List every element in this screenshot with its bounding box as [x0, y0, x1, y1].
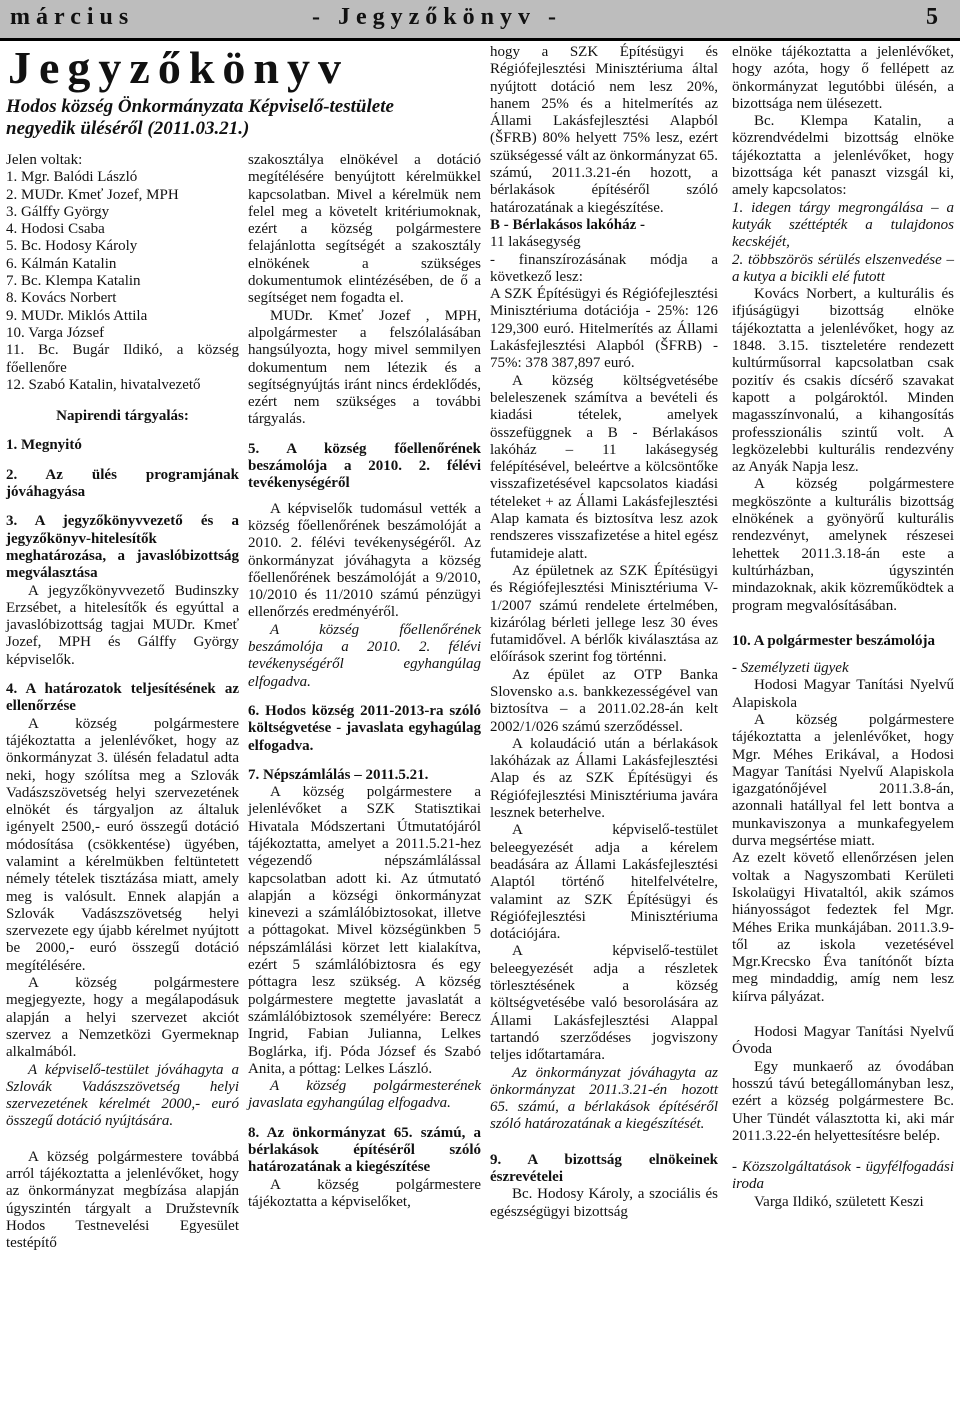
section-label: - Közszolgáltatások - ügyfélfogadási iroda: [732, 1159, 954, 1193]
list-item: 1. idegen tárgy megrongálása – a kutyák széttépték a tulajdonos kecskéjét,: [732, 199, 954, 251]
section-label: - Személyzeti ügyek: [732, 660, 849, 677]
subtitle-line-1: Hodos község Önkormányzata Képviselő-testülete: [6, 96, 394, 117]
paragraph: Az ezelt követő ellenőrzésen jelen voltak a Nagyszombati Kerületi Iskolaügyi Hivataltól, akik számos hiányosságot fedeztek fel Mgr. Méhes Erika munkájában. 2011.3.9-től az iskola vezetésével Mgr.Krecsko Éva tanítónőt bízta meg mindaddig, amíg nem lesz kiírva pályázat.: [732, 850, 954, 1005]
attendee: 6. Kálmán Katalin: [6, 255, 117, 272]
paragraph: - finanszírozásának módja a következő lesz:: [490, 251, 718, 285]
attendee: 5. Bc. Hodosy Károly: [6, 238, 138, 255]
paragraph: A község polgármestere továbbá arról tájékoztatta a jelenlévőket, hogy az önkormányzat megbízása alapján úgyszintén tárgyalt a Družstevník Hodos Testnevelési Egyesület testépítő: [6, 1148, 239, 1252]
column-3: [490, 44, 718, 1221]
masthead: [0, 42, 480, 140]
agenda-item-8: 8. Az önkormányzat 65. számú, a bérlakások építéséről szóló határozatának a kiegészítése: [248, 1124, 481, 1176]
paragraph: Kovács Norbert, a kulturális és ifjúságügyi bizottság elnöke tájékoztatta a jelenlévőket, hogy az 1848. 3.15. tiszteletére rendezett kultúrműsorral kapcsolatban csak pozitív és csakis dícsérő szavakat kapott a polgároktól. Minden magasszínvonalú, a kihangosítás professzionális szintű volt. A legközelebbi kulturális rendezvény az Anyák Napja lesz.: [732, 286, 954, 476]
attendee: 7. Bc. Klempa Katalin: [6, 273, 141, 290]
present-label: Jelen voltak:: [6, 152, 83, 168]
subtitle-line-2: negyedik üléséről (2011.03.21.): [6, 118, 250, 139]
institution-name: Hodosi Magyar Tanítási Nyelvű Alapiskola: [732, 677, 954, 711]
attendee: 3. Gálffy György: [6, 203, 110, 220]
paragraph: A község polgármestere tájékoztatta a képviselőket,: [248, 1176, 481, 1210]
attendee: 11. Bc. Bugár Ildikó, a község főellenőre: [6, 342, 239, 376]
paragraph: A község polgármestere megjegyezte, hogy a megálapodásuk alapján a helyi szervezet akciót szervez a Nemzetközi Gyermeknap alkalmából.: [6, 975, 239, 1061]
paragraph: A jegyzőkönyvvezető Budinszky Erzsébet, a hitelesítők és egyúttal a javaslóbizottság tagjai MUDr. Kmeť Jozef, MPH és Gálffy György képviselők.: [6, 582, 239, 668]
header-section-title: - Jegyzőkönyv -: [312, 4, 562, 30]
agenda-item-2: 2. Az ülés programjának jóváhagyása: [6, 466, 239, 501]
agenda-item-5: 5. A község főellenőrének beszámolója a 2010. 2. félévi tevékenységéről: [248, 440, 481, 492]
agenda-item-6: 6. Hodos község 2011-2013-ra szóló költségvetése - javaslata egyhagúlag elfogadva.: [248, 702, 481, 754]
agenda-item-3: 3. A jegyzőkönyvvezető és a jegyzőkönyv-hitelesítők meghatározása, a javaslóbizottság megválasztása: [6, 513, 239, 582]
paragraph: elnöke tájékoztatta a jelenlévőket, hogy azóta, hogy ő fellépett az önkormányzat legutóbbi ülésén, a bizottsága nem ülésezett.: [732, 44, 954, 112]
paragraph: Egy munkaerő az óvodában hosszú távú betegállományban lesz, ezért a község polgármestere Bc. Uher Tündét választotta ki, aki már 2011.3.22-én helyettesítésre belép.: [732, 1058, 954, 1144]
attendee: 2. MUDr. Kmeť Jozef, MPH: [6, 186, 179, 203]
paragraph: A képviselő-testület beleegyezését adja a kérelem beadására az Állami Lakásfejlesztési Alaptól történő hitelfelvételre, valamint az SZK Építésügyi és Régiófejlesztési Minisztériuma dotációjára.: [490, 822, 718, 943]
spacer: [6, 1131, 239, 1149]
paragraph: Bc. Klempa Katalin, a közrendvédelmi bizottság elnöke tájékoztatta a jelenlévőket, hogy bizottsága két panaszt vizsgál ki, amely kapcsolatos:: [732, 113, 954, 199]
paragraph: A község költségvetésébe beleleszenek számítva a bevételi és kiadási tételek, amelyek összefüggnek a B - Bérlakásos lakóház – 11 lakásegység felépítésével, beleértve a kölcsöntőke visszafizetésével kapcsolatos kiadási tételeket + az Állami Lakásfejlesztési Alap kamata és biztosítva lesz azok rendszeres visszafizetése a hitel egész futamideje alatt.: [490, 372, 718, 562]
subtitle: [0, 96, 480, 140]
agenda-item-4: 4. A határozatok teljesítésének az ellenőrzése: [6, 681, 239, 715]
column-2: [248, 152, 481, 1211]
paragraph: A SZK Építésügyi és Régiófejlesztési Minisztériuma dotációja - 25%: 126 129,300 euró. Hitelmerítés az Állami Lakásfejlesztési Alapból (ŠFRB) - 75%: 378 387,897 euró.: [490, 286, 718, 372]
attendee: 1. Mgr. Balódi László: [6, 169, 138, 186]
paragraph: Bc. Hodosy Károly, a szociális és egészségügyi bizottság: [490, 1186, 718, 1220]
resolution-text: Az önkormányzat jóváhagyta az önkormányzat 2011.3.21-én hozott 65. számú, a bérlakások építéséről szóló határozatának a kiegészítését.: [490, 1064, 718, 1133]
paragraph: A község polgármestere megköszönte a kulturális bizottság elnökének a gyönyörű kulturális rendezvényt, amelynek részesei lehettek 2011.3.18-án este a kultúrházban, úgyszintén mindazoknak, akik közreműködtek a program megvalósításában.: [732, 476, 954, 614]
list-item: 2. többszörös sérülés elszenvedése – a kutya a bicikli elé futott: [732, 251, 954, 285]
paragraph: A képviselők tudomásul vették a község főellenőrének beszámolóját a 2010. 2. félévi tevékenységéről. Az önkormányzat jóváhagyta a község főellenőrének beszámolóját a 9/2010, 10/2010 és 11/2010 számú pénzügyi ellenőrzés eredményéről.: [248, 500, 481, 621]
paragraph: A község polgármestere tájékoztatta a jelenlévőket, hogy az önkormányzat 3. ülésén feladatul adta neki, hogy szólítsa meg a Szlovák Vadászszövetség helyi szervezetének elnökét és tárgyaljon az általuk igényelt 2500,- euró összegű dotáció módosítása (csökkentése) ügyében, valamint a kérelmükben feltüntetett némely tételek tisztázása miatt, amely meg is valósult. Ennek alapján a Szlovák Vadászszövetség helyi szervezete egy újabb kérelmet nyújtott be 2000,- euró összegű dotáció megítélésére.: [6, 715, 239, 974]
attendee: 8. Kovács Norbert: [6, 290, 117, 307]
agenda-item-9: 9. A bizottság elnökeinek észrevételei: [490, 1151, 718, 1185]
resolution-text: A képviselő-testület jóváhagyta a Szlovák Vadászszövetség helyi szervezetének kérelmét 2000,- euró összegű dotáció nyújtására.: [6, 1061, 239, 1130]
paragraph: Varga Ildikó, született Keszi: [754, 1193, 924, 1210]
page-number: 5: [926, 4, 938, 30]
agenda-title: Napirendi tárgyalás:: [56, 408, 189, 425]
paragraph: A képviselő-testület beleegyezését adja a részletek törlesztésének a község költségvetésébe való besorolására az Állami Lakásfejlesztési Alappal tartandó szerződéses jogviszony teljes időtartamára.: [490, 943, 718, 1064]
paragraph: hogy a SZK Építésügyi és Régiófejlesztési Minisztériuma által nyújtott dotáció nem lesz 20%, hanem 25% és a hitelmerítés az Állami Lakásfejlesztési Alapból (ŠFRB) 80% helyett 75% lesz, ezért szükségessé vált az önkormányzat 65. számú, 2011.3.21-én hozott, a bérlakások építéséről szóló határozatának a kiegészítése.: [490, 44, 718, 216]
paragraph: 11 lakásegység: [490, 234, 581, 251]
resolution-text: A község főellenőrének beszámolója a 2010. 2. félévi tevékenységéről egyhangúlag elfogadva.: [248, 621, 481, 690]
attendee: 12. Szabó Katalin, hivatalvezető: [6, 376, 201, 393]
agenda-item-10: 10. A polgármester beszámolója: [732, 632, 936, 649]
page-title: Jegyzőkönyv: [8, 42, 349, 93]
paragraph: szakosztálya elnökével a dotáció megítélésére benyújtott kérelmükkel kapcsolatban. Mivel a kérelmük nem felel meg a követelt kritériumoknak, ezért a község polgármestere felajánlotta segítségét a szakosztály elnökének a szükséges dokumentumok elintézésében, de ő a segítséget nem fogadta el.: [248, 152, 481, 307]
paragraph: A kolaudáció után a bérlakások lakóházak az Állami Lakásfejlesztési Alap és az SZK Építésügyi és Régiófejlesztési Minisztériuma javára lesznek beterhelve.: [490, 735, 718, 822]
subheading: B - Bérlakásos lakóház -: [490, 216, 646, 233]
spacer: [732, 1006, 954, 1024]
paragraph: A község polgármestere a jelenlévőket a SZK Statisztikai Hivatala Módszertani Útmutatójáról tájékoztatta, amelyet a 2011.5.21-hez végezendő népszámlálással kapcsolatban adott ki. Az útmutató alapján a községi önkormányzat kinevezi a számlálóbiztosokat, illetve a póttagokat. Mivel községünkben 5 népszámlálási körzet lett kialakítva, ezért 5 számlálóbiztosra és egy póttagra lesz szükség. A község polgármestere megtette javaslatát a számlálóbiztosok személyére: Berecz Ingrid, Fabian Julianna, Lelkes Boglárka, ifj. Póda József és Szabó Anita, a póttag: Lelkes László.: [248, 784, 481, 1077]
column-1: [6, 152, 239, 1253]
attendee: 10. Varga József: [6, 324, 105, 341]
header-month: március: [10, 4, 135, 30]
column-4: [732, 44, 954, 1211]
paragraph: A község polgármestere tájékoztatta a jelenlévőket, hogy Mgr. Méhes Erikával, a Hodosi Magyar Tanítási Nyelvű Alapiskola igazgatónőjével 2011.3.8-án, azonnali hatállyal fel lett bontva a munkaviszonya a munkafegyelem durva megsértése miatt.: [732, 711, 954, 850]
agenda-item-7: 7. Népszámlálás – 2011.5.21.: [248, 766, 429, 783]
paragraph: Az épület az OTP Banka Slovensko a.s. bankkezességével van biztosítva – a 2011.02.28-án kelt 2002/1/026 számú szerződéssel.: [490, 666, 718, 735]
resolution-text: A község polgármesterének javaslata egyhangúlag elfogadva.: [248, 1078, 481, 1112]
attendee: 9. MUDr. Miklós Attila: [6, 307, 148, 324]
paragraph: MUDr. Kmeť Jozef , MPH, alpolgármester a felszólalásában hangsúlyozta, hogy mivel semmilyen dokumentum nem létezik és a segítségnyújtás iránt nincs érdeklődés, ezért nem szükséges a további tárgyalás.: [248, 307, 481, 428]
attendee: 4. Hodosi Csaba: [6, 221, 105, 238]
agenda-item-1: 1. Megnyitó: [6, 437, 82, 454]
institution-name: Hodosi Magyar Tanítási Nyelvű Óvoda: [732, 1024, 954, 1058]
paragraph: Az épületnek az SZK Építésügyi és Régiófejlesztési Minisztériuma V-1/2007 számú rendelete értelmében, kizárólag bérleti jellege lesz 30 éves futamidővel. A bérlők kiválasztása az előírások szerint fog történni.: [490, 562, 718, 666]
header-bar: [0, 0, 960, 41]
